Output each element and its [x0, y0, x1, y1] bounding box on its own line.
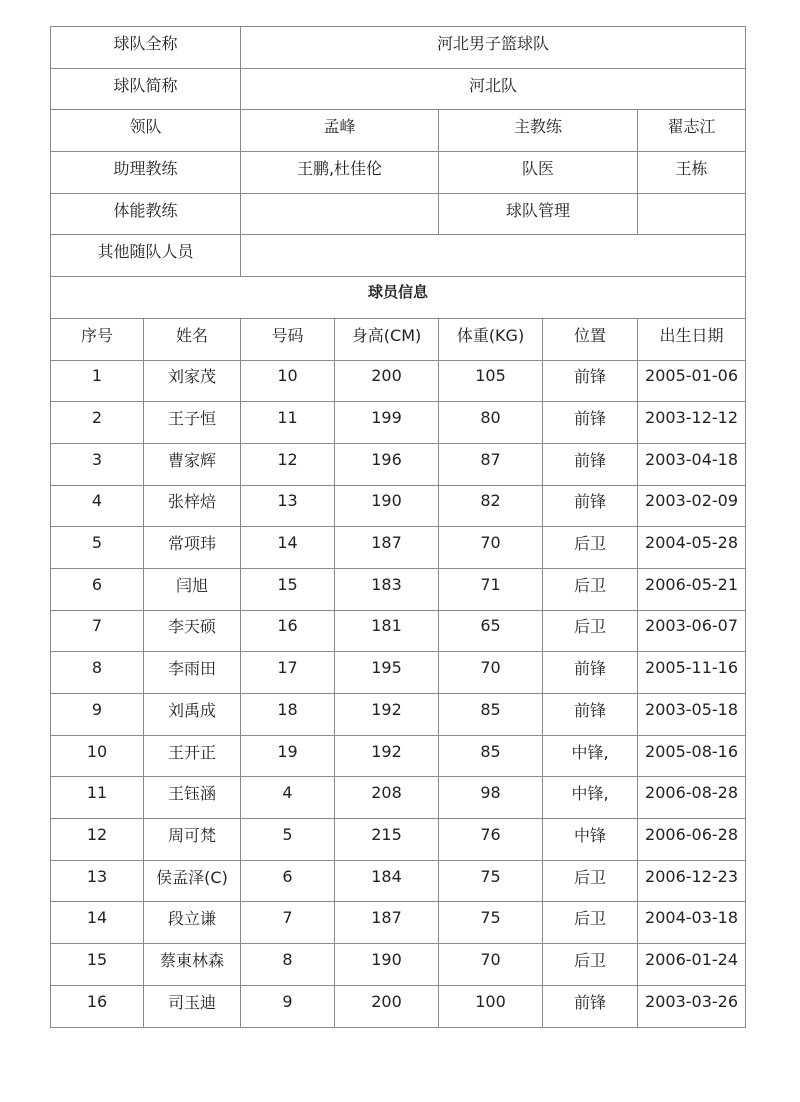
cell-name: 侯孟泽(C) [144, 860, 241, 902]
cell-number: 18 [241, 694, 335, 736]
cell-name: 常项玮 [144, 527, 241, 569]
team-doctor-value: 王栋 [638, 152, 746, 194]
cell-position: 前锋 [543, 652, 638, 694]
cell-height: 215 [335, 819, 439, 861]
cell-birthdate: 2006-01-24 [638, 944, 746, 986]
cell-name: 周可梵 [144, 819, 241, 861]
leader-label: 领队 [51, 110, 241, 152]
table-row [51, 819, 746, 861]
team-doctor-label: 队医 [439, 152, 638, 194]
cell-name: 司玉迪 [144, 985, 241, 1027]
table-row [51, 694, 746, 736]
team-roster-table [50, 26, 746, 1028]
cell-weight: 87 [439, 443, 543, 485]
assistant-doctor-row [51, 152, 746, 194]
cell-height: 187 [335, 527, 439, 569]
table-row [51, 402, 746, 444]
cell-position: 中锋 [543, 819, 638, 861]
cell-name: 张梓焙 [144, 485, 241, 527]
cell-name: 王钰涵 [144, 777, 241, 819]
leader-value: 孟峰 [241, 110, 439, 152]
other-staff-row [51, 235, 746, 277]
cell-birthdate: 2005-08-16 [638, 735, 746, 777]
cell-position: 前锋 [543, 360, 638, 402]
cell-height: 200 [335, 985, 439, 1027]
column-header-index: 序号 [51, 318, 144, 360]
cell-height: 181 [335, 610, 439, 652]
other-staff-label: 其他随队人员 [51, 235, 241, 277]
cell-weight: 70 [439, 944, 543, 986]
cell-position: 后卫 [543, 610, 638, 652]
table-row [51, 985, 746, 1027]
cell-index: 4 [51, 485, 144, 527]
cell-weight: 98 [439, 777, 543, 819]
cell-index: 7 [51, 610, 144, 652]
table-row [51, 443, 746, 485]
cell-birthdate: 2004-05-28 [638, 527, 746, 569]
cell-name: 王子恒 [144, 402, 241, 444]
cell-number: 8 [241, 944, 335, 986]
cell-weight: 75 [439, 902, 543, 944]
head-coach-value: 翟志江 [638, 110, 746, 152]
column-header-height: 身高(CM) [335, 318, 439, 360]
table-row [51, 652, 746, 694]
cell-height: 183 [335, 568, 439, 610]
cell-birthdate: 2006-08-28 [638, 777, 746, 819]
cell-position: 前锋 [543, 485, 638, 527]
table-row [51, 735, 746, 777]
cell-number: 7 [241, 902, 335, 944]
leader-coach-row [51, 110, 746, 152]
table-row [51, 485, 746, 527]
cell-weight: 75 [439, 860, 543, 902]
cell-position: 后卫 [543, 568, 638, 610]
cell-height: 195 [335, 652, 439, 694]
cell-height: 190 [335, 944, 439, 986]
cell-height: 199 [335, 402, 439, 444]
cell-number: 4 [241, 777, 335, 819]
cell-index: 3 [51, 443, 144, 485]
team-manager-value [638, 193, 746, 235]
fitness-manager-row [51, 193, 746, 235]
other-staff-value [241, 235, 746, 277]
cell-number: 15 [241, 568, 335, 610]
cell-index: 10 [51, 735, 144, 777]
cell-name: 李天硕 [144, 610, 241, 652]
table-row [51, 777, 746, 819]
cell-name: 蔡東林森 [144, 944, 241, 986]
cell-birthdate: 2003-04-18 [638, 443, 746, 485]
column-header-number: 号码 [241, 318, 335, 360]
cell-name: 闫旭 [144, 568, 241, 610]
cell-weight: 80 [439, 402, 543, 444]
cell-weight: 85 [439, 735, 543, 777]
cell-weight: 100 [439, 985, 543, 1027]
cell-weight: 105 [439, 360, 543, 402]
cell-weight: 82 [439, 485, 543, 527]
cell-index: 15 [51, 944, 144, 986]
cell-index: 1 [51, 360, 144, 402]
cell-position: 后卫 [543, 902, 638, 944]
cell-position: 前锋 [543, 443, 638, 485]
cell-name: 刘家茂 [144, 360, 241, 402]
column-header-name: 姓名 [144, 318, 241, 360]
cell-birthdate: 2005-11-16 [638, 652, 746, 694]
cell-height: 200 [335, 360, 439, 402]
cell-birthdate: 2003-02-09 [638, 485, 746, 527]
cell-weight: 76 [439, 819, 543, 861]
table-row [51, 527, 746, 569]
cell-name: 李雨田 [144, 652, 241, 694]
cell-number: 17 [241, 652, 335, 694]
team-full-name-row [51, 27, 746, 69]
table-row [51, 610, 746, 652]
cell-birthdate: 2004-03-18 [638, 902, 746, 944]
cell-number: 19 [241, 735, 335, 777]
cell-number: 12 [241, 443, 335, 485]
cell-height: 184 [335, 860, 439, 902]
cell-index: 12 [51, 819, 144, 861]
cell-position: 中锋, [543, 777, 638, 819]
table-row [51, 360, 746, 402]
cell-number: 9 [241, 985, 335, 1027]
cell-index: 6 [51, 568, 144, 610]
cell-weight: 65 [439, 610, 543, 652]
head-coach-label: 主教练 [439, 110, 638, 152]
cell-number: 6 [241, 860, 335, 902]
cell-birthdate: 2003-06-07 [638, 610, 746, 652]
cell-position: 前锋 [543, 402, 638, 444]
team-short-name-row [51, 68, 746, 110]
player-info-title-row [51, 277, 746, 319]
cell-name: 刘禹成 [144, 694, 241, 736]
cell-height: 192 [335, 735, 439, 777]
cell-position: 后卫 [543, 944, 638, 986]
cell-height: 208 [335, 777, 439, 819]
cell-weight: 71 [439, 568, 543, 610]
cell-birthdate: 2006-12-23 [638, 860, 746, 902]
column-header-position: 位置 [543, 318, 638, 360]
team-full-name-value: 河北男子篮球队 [241, 27, 746, 69]
cell-birthdate: 2005-01-06 [638, 360, 746, 402]
cell-birthdate: 2003-03-26 [638, 985, 746, 1027]
cell-index: 8 [51, 652, 144, 694]
cell-number: 14 [241, 527, 335, 569]
table-row [51, 568, 746, 610]
table-row [51, 902, 746, 944]
cell-birthdate: 2003-05-18 [638, 694, 746, 736]
fitness-coach-value [241, 193, 439, 235]
cell-number: 11 [241, 402, 335, 444]
cell-number: 10 [241, 360, 335, 402]
cell-position: 中锋, [543, 735, 638, 777]
cell-name: 王开正 [144, 735, 241, 777]
cell-index: 9 [51, 694, 144, 736]
cell-weight: 70 [439, 527, 543, 569]
cell-weight: 70 [439, 652, 543, 694]
cell-index: 2 [51, 402, 144, 444]
cell-position: 后卫 [543, 860, 638, 902]
team-full-name-label: 球队全称 [51, 27, 241, 69]
cell-height: 196 [335, 443, 439, 485]
cell-number: 13 [241, 485, 335, 527]
cell-birthdate: 2006-06-28 [638, 819, 746, 861]
team-short-name-value: 河北队 [241, 68, 746, 110]
cell-index: 13 [51, 860, 144, 902]
cell-weight: 85 [439, 694, 543, 736]
cell-index: 5 [51, 527, 144, 569]
column-header-birthdate: 出生日期 [638, 318, 746, 360]
cell-number: 5 [241, 819, 335, 861]
cell-position: 前锋 [543, 694, 638, 736]
cell-index: 16 [51, 985, 144, 1027]
team-short-name-label: 球队简称 [51, 68, 241, 110]
column-header-weight: 体重(KG) [439, 318, 543, 360]
assistant-coach-label: 助理教练 [51, 152, 241, 194]
cell-index: 11 [51, 777, 144, 819]
cell-height: 190 [335, 485, 439, 527]
cell-name: 段立谦 [144, 902, 241, 944]
cell-name: 曹家辉 [144, 443, 241, 485]
cell-number: 16 [241, 610, 335, 652]
cell-position: 后卫 [543, 527, 638, 569]
roster-body [51, 27, 746, 1028]
assistant-coach-value: 王鹏,杜佳伦 [241, 152, 439, 194]
table-row [51, 860, 746, 902]
team-manager-label: 球队管理 [439, 193, 638, 235]
player-info-title: 球员信息 [51, 277, 746, 319]
cell-birthdate: 2006-05-21 [638, 568, 746, 610]
fitness-coach-label: 体能教练 [51, 193, 241, 235]
player-table-header [51, 318, 746, 360]
cell-height: 187 [335, 902, 439, 944]
table-row [51, 944, 746, 986]
cell-position: 前锋 [543, 985, 638, 1027]
cell-birthdate: 2003-12-12 [638, 402, 746, 444]
cell-height: 192 [335, 694, 439, 736]
cell-index: 14 [51, 902, 144, 944]
